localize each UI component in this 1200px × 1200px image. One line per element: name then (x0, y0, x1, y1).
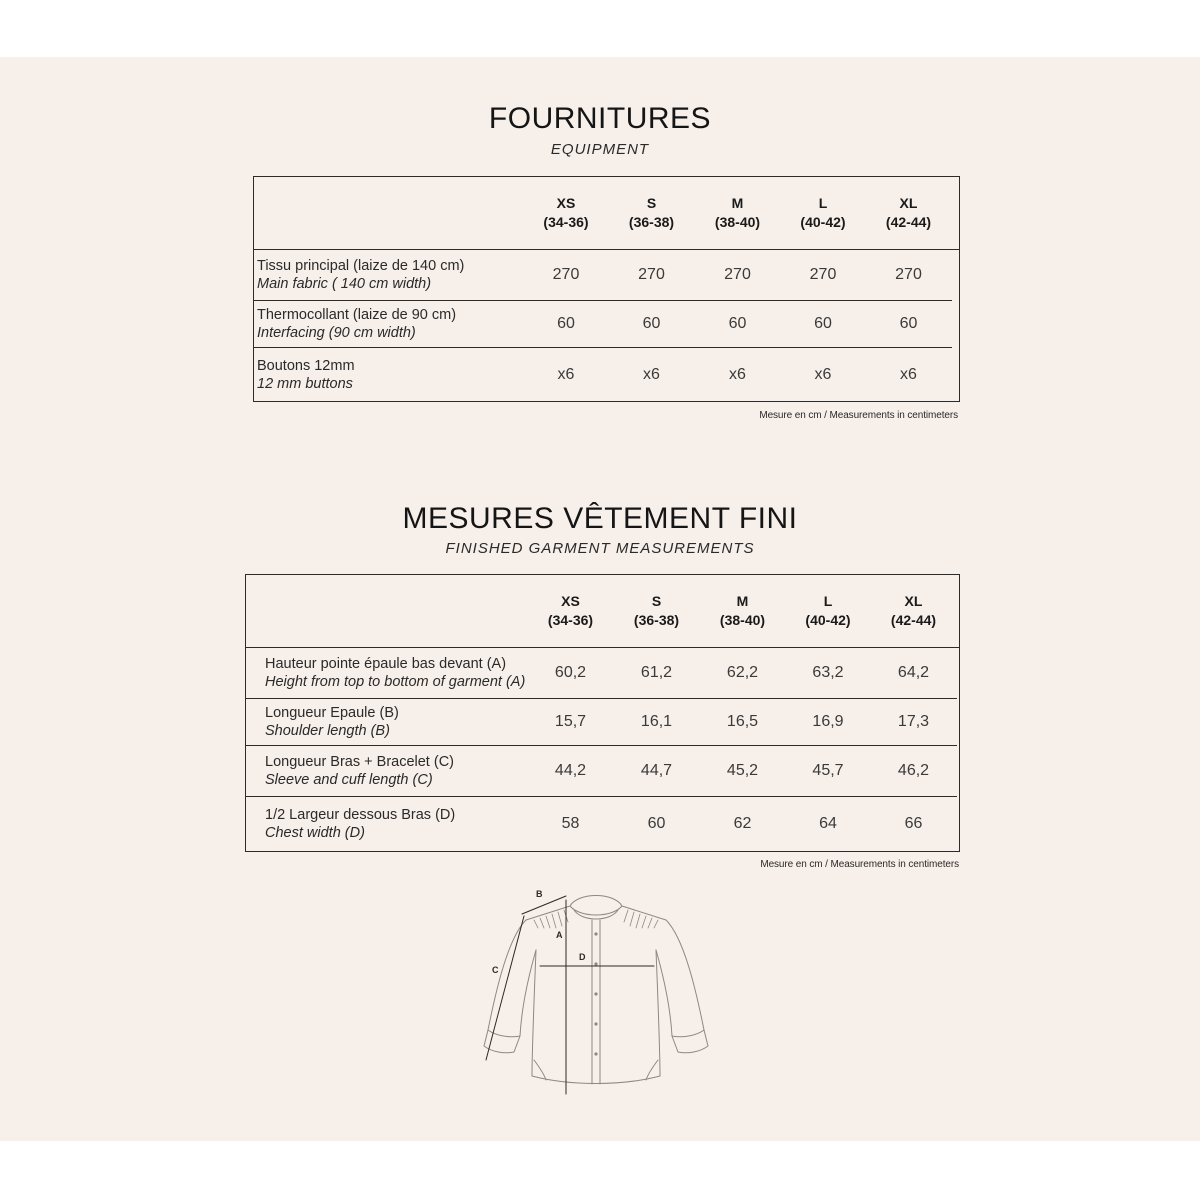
size-col-m: M (38-40) (700, 575, 786, 648)
size-col-l: L (40-42) (781, 177, 866, 250)
label-b: B (536, 889, 543, 899)
equipment-table (253, 176, 960, 402)
size-col-m: M (38-40) (695, 177, 781, 250)
equipment-subtitle: EQUIPMENT (550, 141, 650, 158)
cell-value: 63,2 (786, 648, 871, 699)
units-note: Mesure en cm / Measurements in centimeters (760, 859, 959, 870)
size-col-xl: XL (42-44) (866, 177, 952, 250)
label-d: D (579, 952, 586, 962)
garment-header-row (246, 575, 960, 648)
cell-value: 62 (733, 815, 752, 832)
table-row (246, 648, 960, 699)
row-label: Hauteur pointe épaule bas devant (A) Height from top to bottom of garment (A) (246, 648, 528, 699)
cell-value: 270 (866, 250, 952, 301)
cell-value: 60 (695, 301, 781, 348)
table-row (246, 746, 960, 797)
garment-subtitle: FINISHED GARMENT MEASUREMENTS (445, 540, 755, 557)
garment-title: MESURES VÊTEMENT FINI (402, 502, 798, 535)
cell-value: 60 (524, 301, 609, 348)
cell-value: x6 (643, 365, 660, 383)
collar-outline (570, 896, 622, 920)
cell-value: 270 (524, 250, 609, 301)
cell-value: 44,2 (528, 746, 614, 797)
row-label: Boutons 12mm 12 mm buttons (257, 357, 355, 392)
row-label: Longueur Epaule (B) Shoulder length (B) (246, 699, 528, 746)
measure-b-line (522, 896, 566, 914)
cell-value: 64,2 (871, 648, 957, 699)
cell-value: 270 (695, 250, 781, 301)
cell-value: 45,7 (786, 746, 871, 797)
cell-value: 46,2 (871, 746, 957, 797)
size-col-s: S (36-38) (614, 575, 700, 648)
table-row (254, 250, 960, 301)
cell-value: 270 (781, 250, 866, 301)
header-spacer (254, 177, 524, 250)
button-placket (592, 920, 600, 1084)
table-row (254, 348, 960, 402)
cell-value: 60,2 (528, 648, 614, 699)
row-label: Longueur Bras + Bracelet (C) Sleeve and cuff length (C) (246, 746, 528, 797)
row-label: 1/2 Largeur dessous Bras (D) Chest width (D) (265, 807, 456, 841)
label-a: A (556, 930, 563, 940)
cell-value: x6 (900, 365, 917, 383)
size-col-xs: XS (34-36) (528, 575, 614, 648)
header-spacer (246, 575, 528, 648)
cell-value: 60 (609, 301, 695, 348)
cell-value: x6 (729, 365, 746, 383)
size-col-xs: XS (34-36) (524, 177, 609, 250)
units-note: Mesure en cm / Measurements in centimeters (759, 410, 958, 421)
measurement-lines (486, 896, 654, 1094)
cell-value: x6 (557, 365, 575, 383)
cell-value: x6 (814, 365, 832, 383)
size-col-xl: XL (42-44) (871, 575, 957, 648)
cell-value: 60 (781, 301, 866, 348)
row-label: Tissu principal (laize de 140 cm) Main fabric ( 140 cm width) (254, 250, 524, 301)
label-c: C (492, 965, 499, 975)
cell-value: 58 (561, 815, 580, 832)
row-label: Thermocollant (laize de 90 cm) Interfacing (90 cm width) (254, 301, 524, 348)
equipment-header-row (254, 177, 960, 250)
cell-value: 64 (819, 815, 837, 832)
cell-value: 61,2 (614, 648, 700, 699)
buttons (594, 932, 597, 1055)
garment-measurement-diagram (474, 880, 724, 1100)
table-row (246, 797, 960, 852)
measure-c-line (486, 916, 524, 1060)
cell-value: 17,3 (871, 699, 957, 746)
cell-value: 16,5 (700, 699, 786, 746)
equipment-title: FOURNITURES (488, 102, 712, 135)
cell-value: 15,7 (528, 699, 614, 746)
cell-value: 16,1 (614, 699, 700, 746)
cell-value: 45,2 (700, 746, 786, 797)
table-row (254, 301, 960, 348)
cell-value: 62,2 (700, 648, 786, 699)
body-outline (532, 950, 660, 1084)
cell-value: 66 (904, 815, 923, 832)
size-col-s: S (36-38) (609, 177, 695, 250)
cell-value: 60 (647, 815, 666, 832)
table-row (246, 699, 960, 746)
size-col-l: L (40-42) (786, 575, 871, 648)
cell-value: 16,9 (786, 699, 871, 746)
cell-value: 270 (609, 250, 695, 301)
cell-value: 60 (866, 301, 952, 348)
cell-value: 44,7 (614, 746, 700, 797)
garment-table (245, 574, 960, 852)
